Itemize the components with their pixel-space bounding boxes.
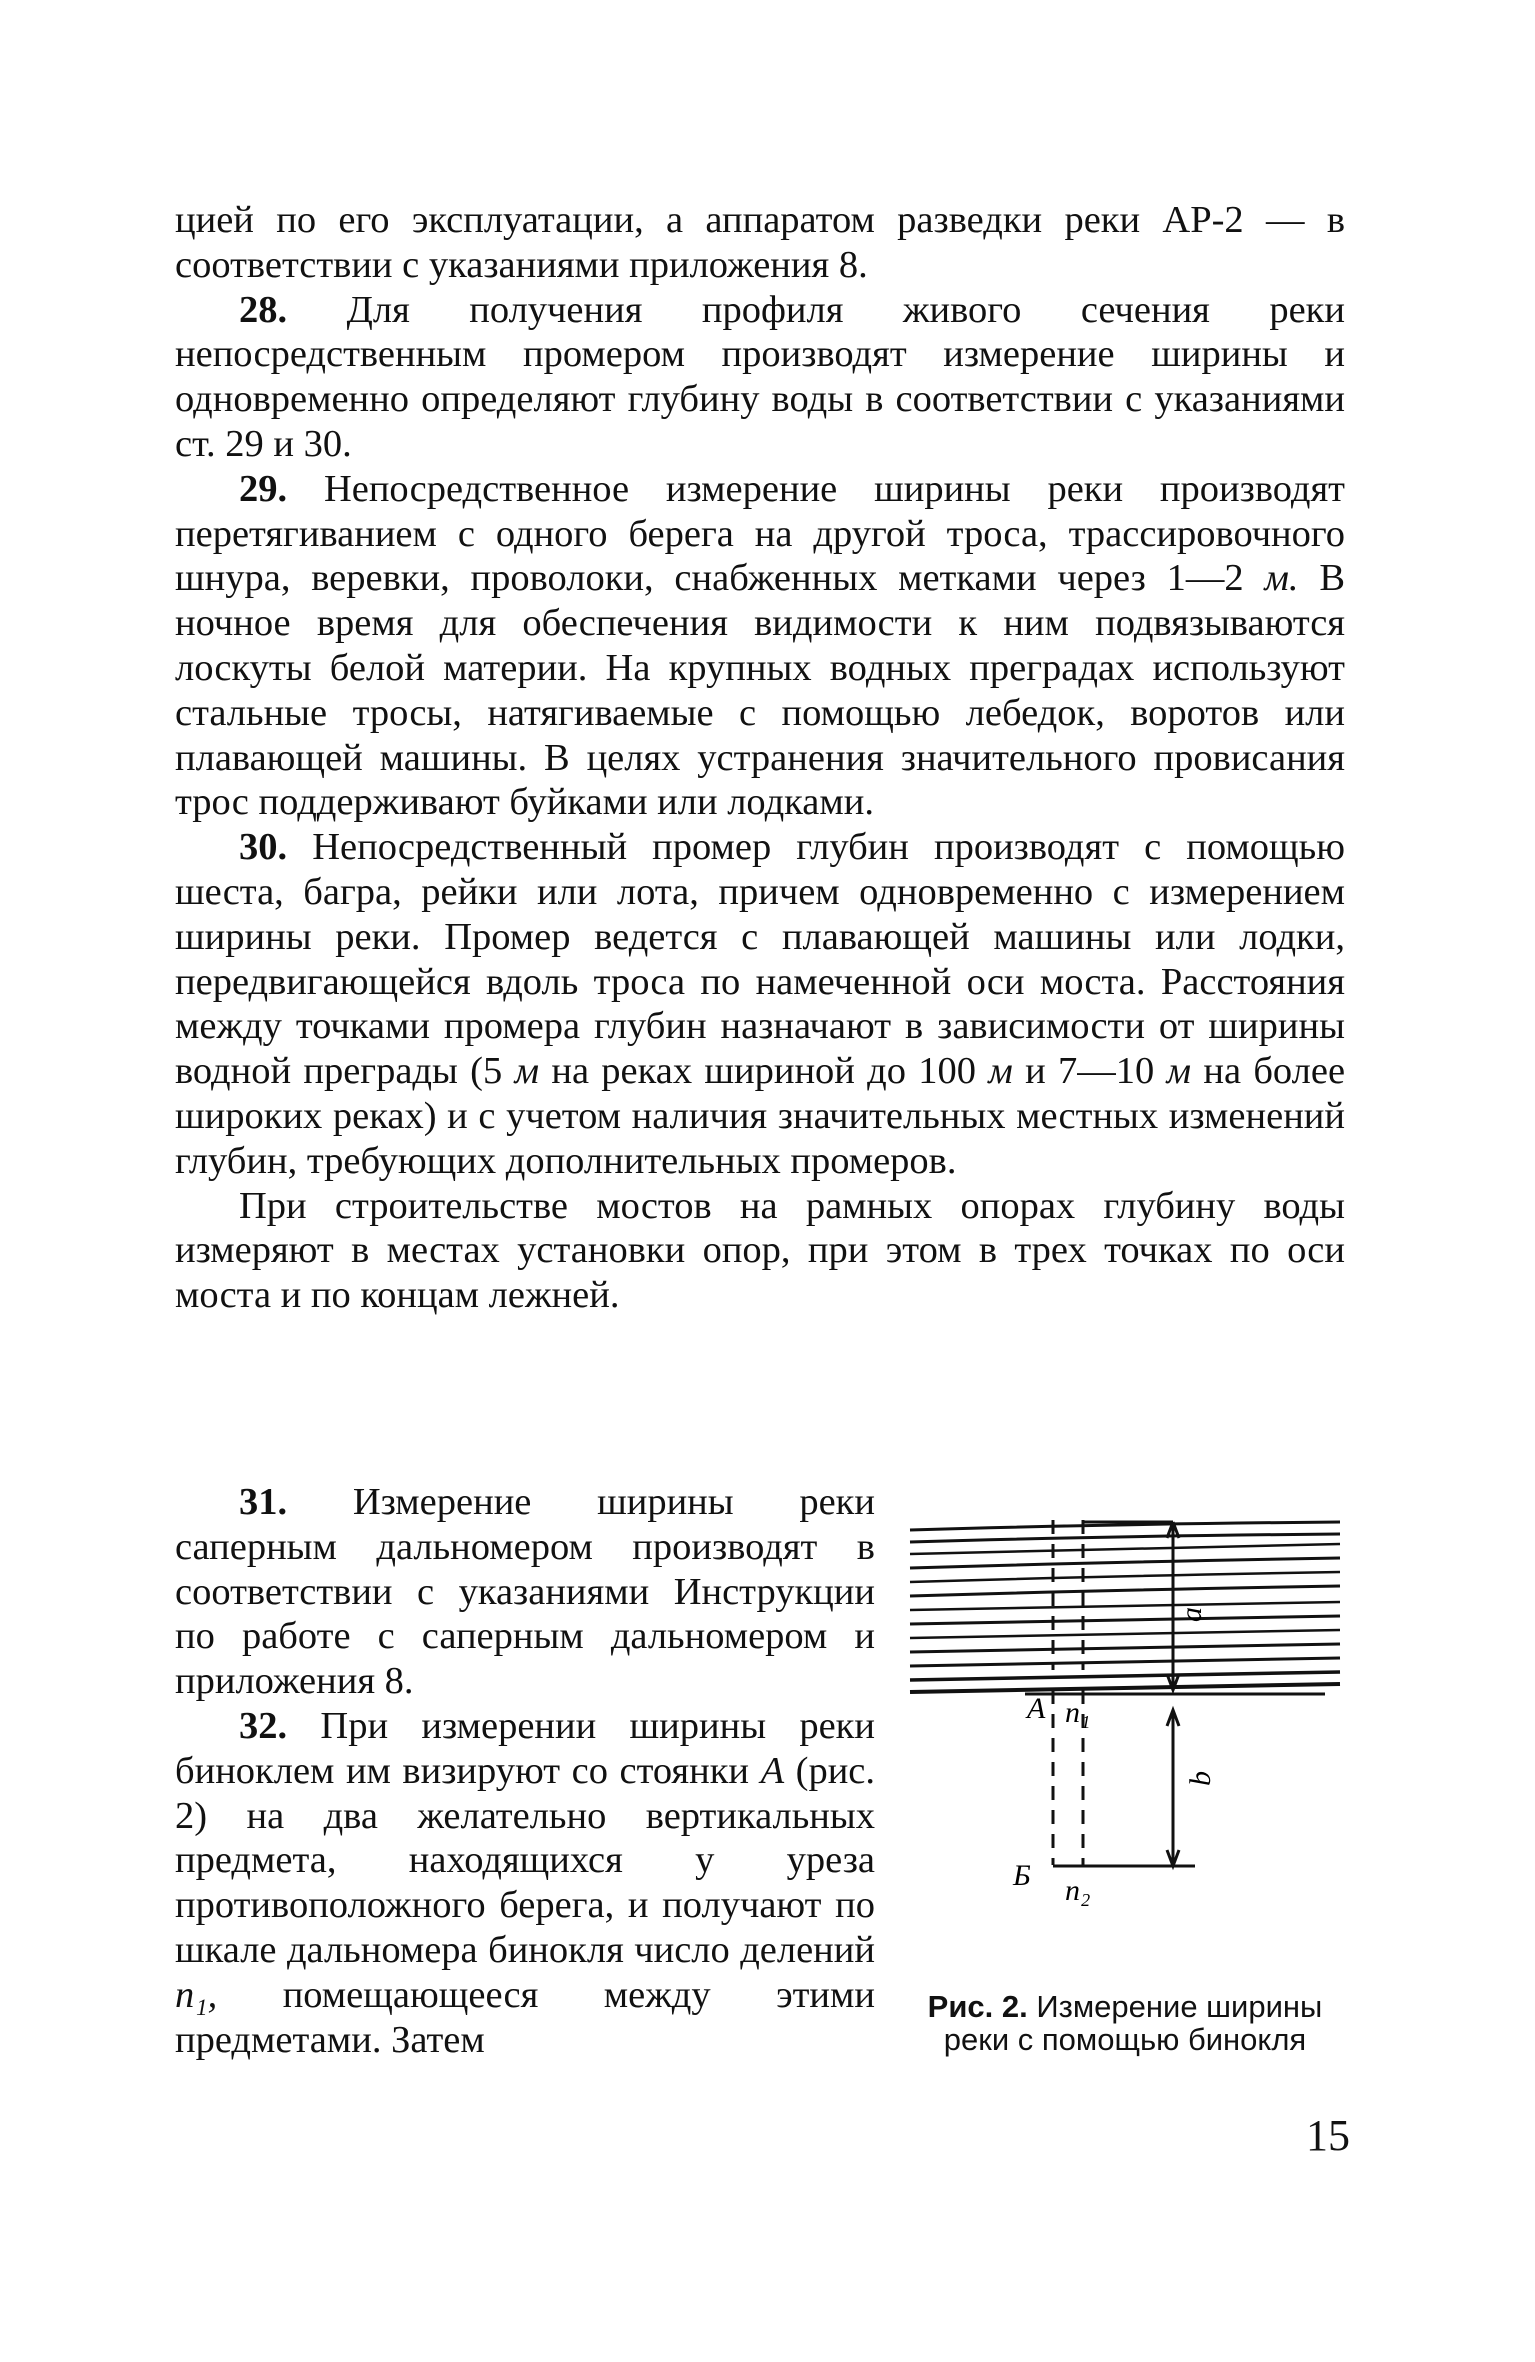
- figure-caption: Рис. 2. Измерение ширины реки с помощью бинокля: [927, 1989, 1323, 2057]
- label-point-b: Б: [1013, 1859, 1031, 1892]
- label-a: a: [1175, 1607, 1208, 1622]
- wrapped-text: [175, 1480, 875, 2062]
- paragraph-31: 31. Измерение ширины реки саперным дальномером производят в соответствии с указаниями Инструкции по работе с саперным дальномером и приложения 8.: [175, 1481, 875, 1703]
- section-number-29: 29.: [239, 467, 288, 510]
- main-text: [175, 198, 1345, 1318]
- paragraph-30: 30. Непосредственный промер глубин производят с помощью шеста, багра, рейки или лота, причем одновременно с измерением ширины реки. Промер ведется с плавающей машины или лодки, передвигающейся вдоль троса по намеченной оси моста. Расстояния между точками промера глубин назначают в зависимости от ширины водной преграды (5 м на реках шириной до 100 м и 7—10 м на более широких реках) и с учетом наличия значительных местных изменений глубин, требующих дополнительных промеров.: [175, 826, 1346, 1182]
- river-diagram: [905, 1510, 1345, 1990]
- section-number-31: 31.: [239, 1481, 288, 1523]
- paragraph-29: 29. Непосредственное измерение ширины реки производят перетягиванием с одного берега на другой троса, трассировочного шнура, веревки, проволоки, снабженных метками через 1—2 м. В ночное время для обеспечения видимости к ним подвязываются лоскуты белой материи. На крупных водных преградах используют стальные тросы, натягиваемые с помощью лебедок, воротов или плавающей машины. В целях устранения значительного провисания трос поддерживают буйками или лодками.: [175, 467, 1346, 824]
- paragraph-intro: цией по его эксплуатации, а аппаратом разведки реки АР-2 — в соответствии с указаниями приложения 8.: [175, 199, 1345, 286]
- page-number: 15: [1306, 2111, 1350, 2160]
- paragraph-28: 28. Для получения профиля живого сечения реки непосредственным промером производят измерение ширины и одновременно определяют глубину воды в соответствии с указаниями ст. 29 и 30.: [175, 288, 1345, 465]
- label-point-a: А: [1027, 1692, 1046, 1725]
- paragraph-frame-supports: При строительстве мостов на рамных опорах глубину воды измеряют в местах установки опор, при этом в трех точках по оси моста и по концам лежней.: [175, 1184, 1345, 1317]
- section-number-30: 30.: [239, 826, 288, 869]
- paragraph-32: 32. При измерении ширины реки биноклем им визируют со стоянки А (рис. 2) на два желательно вертикальных предмета, находящихся у уреза противоположного берега, и получают по шкале дальномера бинокля число делений n₁, помещающееся между этими предметами. Затем: [175, 1704, 876, 2061]
- section-number-32: 32.: [239, 1704, 288, 1747]
- label-n2: n₂: [1065, 1874, 1091, 1907]
- figure-river-width: [905, 1510, 1345, 2110]
- water-lines: [910, 1522, 1340, 1692]
- label-b: b: [1184, 1771, 1217, 1786]
- label-n1: n₁: [1065, 1696, 1091, 1729]
- section-number-28: 28.: [239, 288, 288, 331]
